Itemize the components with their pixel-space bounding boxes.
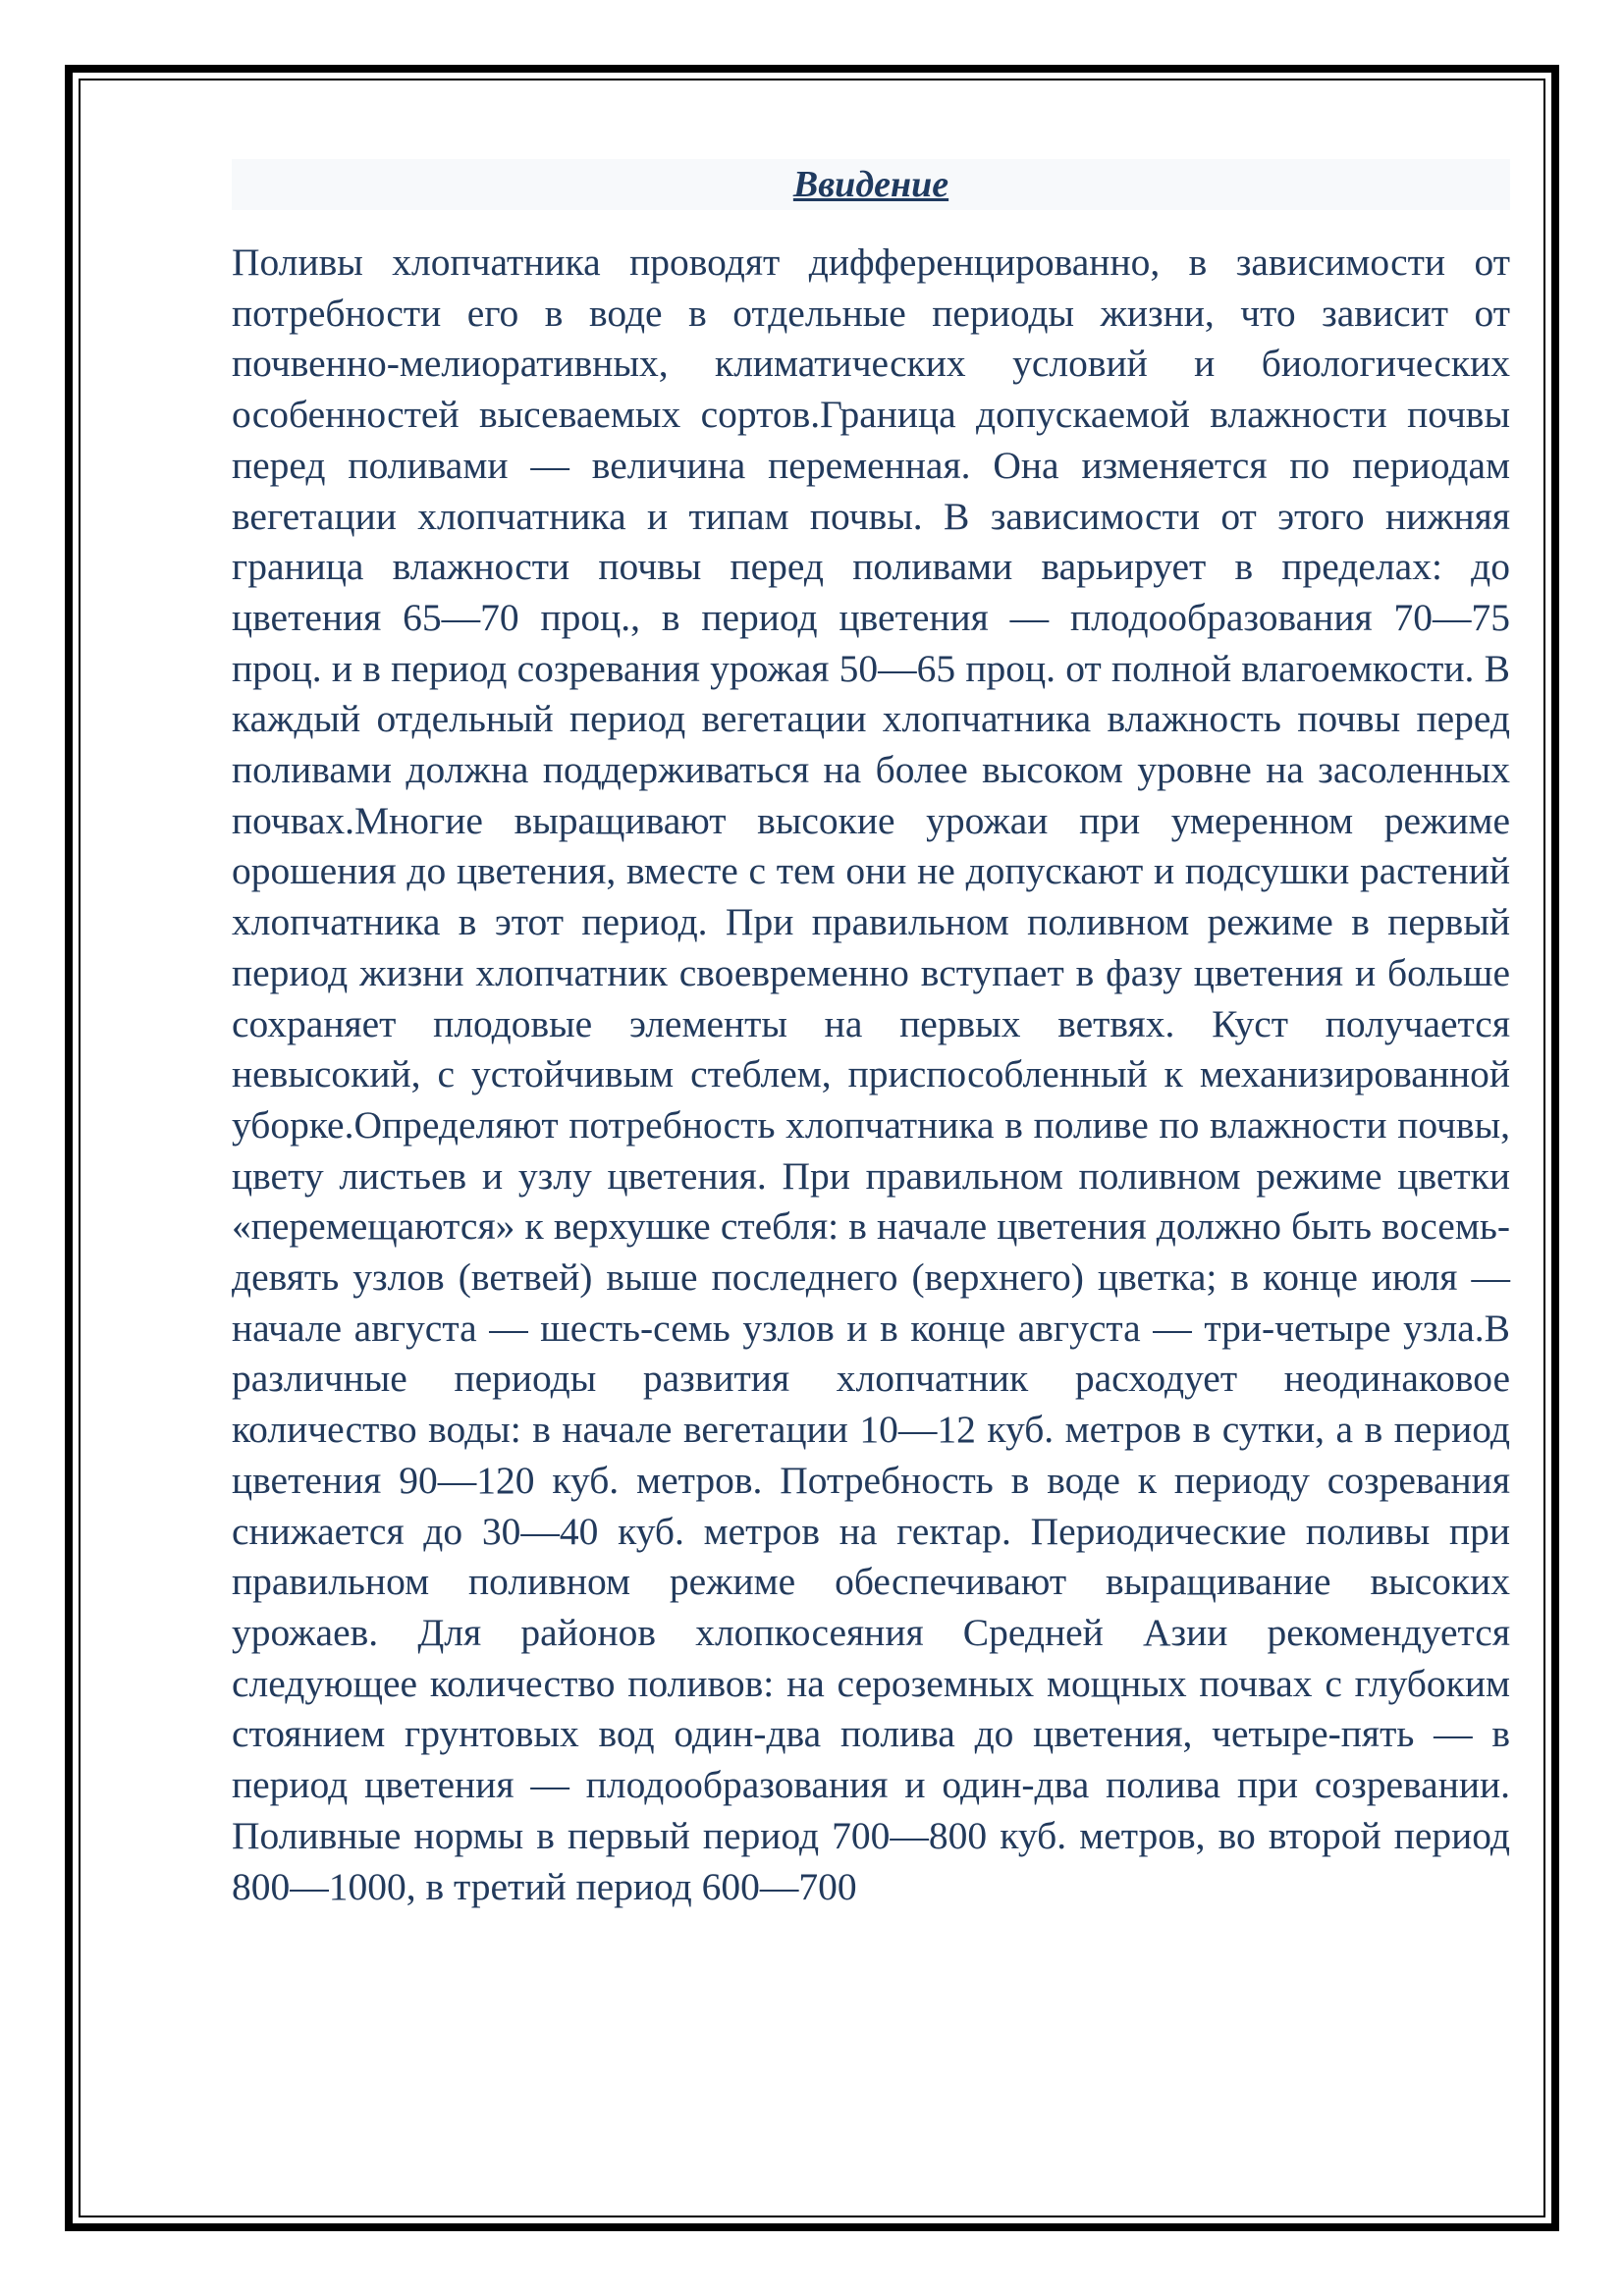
document-content	[232, 159, 1510, 1912]
body-paragraph: Поливы хлопчатника проводят дифференцированно, в зависимости от потребности его в воде в отдельные периоды жизни, что зависит от почвенно-мелиоративных, климатических условий и биологических особенностей высеваемых сортов.Граница допускаемой влажности почвы перед поливами — величина переменная. Она изменяется по периодам вегетации хлопчатника и типам почвы. В зависимости от этого нижняя граница влажности почвы перед поливами варьирует в пределах: до цветения 65—70 проц., в период цветения — плодообразования 70—75 проц. и в период созревания урожая 50—65 проц. от полной влагоемкости. В каждый отдельный период вегетации хлопчатника влажность почвы перед поливами должна поддерживаться на более высоком уровне на засоленных почвах.Многие выращивают высокие урожаи при умеренном режиме орошения до цветения, вместе с тем они не допускают и подсушки растений хлопчатника в этот период. При правильном поливном режиме в первый период жизни хлопчатник своевременно вступает в фазу цветения и больше сохраняет плодовые элементы на первых ветвях. Куст получается невысокий, с устойчивым стеблем, приспособленный к механизированной уборке.Определяют потребность хлопчатника в поливе по влажности почвы, цвету листьев и узлу цветения. При правильном поливном режиме цветки «перемещаются» к верхушке стебля: в начале цветения должно быть восемь-девять узлов (ветвей) выше последнего (верхнего) цветка; в конце июля — начале августа — шесть-семь узлов и в конце августа — три-четыре узла.В различные периоды развития хлопчатник расходует неодинаковое количество воды: в начале вегетации 10—12 куб. метров в сутки, а в период цветения 90—120 куб. метров. Потребность в воде к периоду созревания снижается до 30—40 куб. метров на гектар. Периодические поливы при правильном поливном режиме обеспечивают выращивание высоких урожаев. Для районов хлопкосеяния Средней Азии рекомендуется следующее количество поливов: на сероземных мощных почвах с глубоким стоянием грунтовых вод один-два полива до цветения, четыре-пять — в период цветения — плодообразования и один-два полива при созревании. Поливные нормы в первый период 700—800 куб. метров, во второй период 800—1000, в третий период 600—700	[232, 240, 1510, 1908]
title-band	[232, 159, 1510, 210]
document-title: Ввидение	[792, 164, 949, 205]
